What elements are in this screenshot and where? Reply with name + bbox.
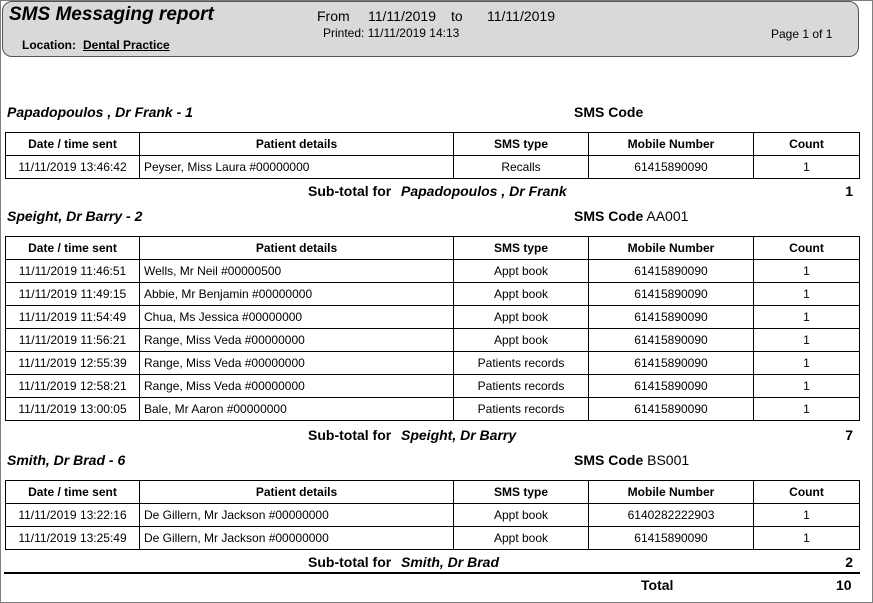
table-row	[6, 375, 860, 398]
cell-count: 1	[754, 329, 860, 352]
cell-count: 1	[754, 283, 860, 306]
sms-code-label: SMS Code	[574, 452, 644, 468]
col-type-header: SMS type	[454, 481, 589, 504]
cell-mobile: 61415890090	[589, 306, 754, 329]
doctor-heading: Speight, Dr Barry - 2	[7, 208, 143, 224]
sms-code-label: SMS Code	[574, 208, 644, 224]
table-row	[6, 306, 860, 329]
page-indicator: Page 1 of 1	[771, 27, 833, 41]
cell-type: Appt book	[454, 504, 589, 527]
cell-count: 1	[754, 260, 860, 283]
table-header-row	[6, 481, 860, 504]
cell-mobile: 61415890090	[589, 260, 754, 283]
cell-count: 1	[754, 306, 860, 329]
location-value: Dental Practice	[83, 38, 170, 52]
cell-patient: De Gillern, Mr Jackson #00000000	[140, 504, 454, 527]
sms-code	[574, 452, 689, 468]
to-date: 11/11/2019	[487, 8, 555, 24]
col-count-header: Count	[754, 133, 860, 156]
sms-table	[5, 236, 860, 421]
cell-type: Patients records	[454, 352, 589, 375]
subtotal-row	[0, 183, 873, 203]
report-header	[2, 1, 859, 57]
cell-type: Appt book	[454, 527, 589, 550]
cell-mobile: 61415890090	[589, 527, 754, 550]
col-count-header: Count	[754, 481, 860, 504]
subtotal-label: Sub-total for	[308, 427, 392, 443]
cell-patient: Range, Miss Veda #00000000	[140, 375, 454, 398]
cell-mobile: 61415890090	[589, 156, 754, 179]
sms-code-value: AA001	[646, 208, 689, 224]
cell-patient: Range, Miss Veda #00000000	[140, 329, 454, 352]
cell-mobile: 61415890090	[589, 398, 754, 421]
cell-patient: Chua, Ms Jessica #00000000	[140, 306, 454, 329]
col-date-header: Date / time sent	[6, 133, 140, 156]
table-row	[6, 260, 860, 283]
from-date: 11/11/2019	[368, 8, 436, 24]
col-patient-header: Patient details	[140, 237, 454, 260]
cell-mobile: 61415890090	[589, 283, 754, 306]
cell-type: Patients records	[454, 375, 589, 398]
cell-date: 11/11/2019 13:25:49	[6, 527, 140, 550]
sms-code-label: SMS Code	[574, 104, 644, 120]
cell-count: 1	[754, 375, 860, 398]
col-patient-header: Patient details	[140, 481, 454, 504]
cell-count: 1	[754, 398, 860, 421]
sms-table	[5, 132, 860, 179]
cell-patient: Bale, Mr Aaron #00000000	[140, 398, 454, 421]
subtotal-label: Sub-total for	[308, 183, 392, 199]
total-value: 10	[836, 577, 852, 593]
subtotal-row	[0, 427, 873, 447]
total-label: Total	[641, 577, 674, 593]
subtotal-count: 7	[845, 427, 853, 443]
subtotal-doctor: Papadopoulos , Dr Frank	[401, 183, 567, 199]
cell-type: Patients records	[454, 398, 589, 421]
table-row	[6, 398, 860, 421]
cell-date: 11/11/2019 13:22:16	[6, 504, 140, 527]
col-count-header: Count	[754, 237, 860, 260]
cell-count: 1	[754, 504, 860, 527]
subtotal-doctor: Smith, Dr Brad	[401, 554, 500, 570]
cell-patient: Peyser, Miss Laura #00000000	[140, 156, 454, 179]
col-mobile-header: Mobile Number	[589, 481, 754, 504]
cell-date: 11/11/2019 11:56:21	[6, 329, 140, 352]
col-patient-header: Patient details	[140, 133, 454, 156]
cell-date: 11/11/2019 11:54:49	[6, 306, 140, 329]
col-date-header: Date / time sent	[6, 237, 140, 260]
sms-code	[574, 208, 688, 224]
subtotal-count: 1	[845, 183, 853, 199]
cell-patient: Range, Miss Veda #00000000	[140, 352, 454, 375]
table-row	[6, 527, 860, 550]
to-label: to	[451, 8, 463, 24]
cell-date: 11/11/2019 11:46:51	[6, 260, 140, 283]
sms-code-value: BS001	[647, 452, 690, 468]
col-date-header: Date / time sent	[6, 481, 140, 504]
cell-type: Appt book	[454, 283, 589, 306]
location-label: Location:	[22, 38, 76, 52]
cell-date: 11/11/2019 13:46:42	[6, 156, 140, 179]
sms-table	[5, 480, 860, 550]
cell-type: Appt book	[454, 329, 589, 352]
cell-mobile: 6140282222903	[589, 504, 754, 527]
table-row	[6, 329, 860, 352]
cell-type: Recalls	[454, 156, 589, 179]
cell-date: 11/11/2019 12:55:39	[6, 352, 140, 375]
col-mobile-header: Mobile Number	[589, 133, 754, 156]
col-type-header: SMS type	[454, 237, 589, 260]
cell-type: Appt book	[454, 260, 589, 283]
cell-patient: Abbie, Mr Benjamin #00000000	[140, 283, 454, 306]
cell-mobile: 61415890090	[589, 352, 754, 375]
col-mobile-header: Mobile Number	[589, 237, 754, 260]
table-header-row	[6, 237, 860, 260]
subtotal-row	[0, 554, 873, 574]
cell-type: Appt book	[454, 306, 589, 329]
from-label: From	[317, 8, 350, 24]
cell-count: 1	[754, 156, 860, 179]
cell-mobile: 61415890090	[589, 329, 754, 352]
printed-timestamp: Printed: 11/11/2019 14:13	[323, 26, 460, 40]
cell-patient: Wells, Mr Neil #00000500	[140, 260, 454, 283]
table-row	[6, 504, 860, 527]
cell-mobile: 61415890090	[589, 375, 754, 398]
subtotal-doctor: Speight, Dr Barry	[401, 427, 517, 443]
doctor-heading: Papadopoulos , Dr Frank - 1	[7, 104, 193, 120]
doctor-heading: Smith, Dr Brad - 6	[7, 452, 126, 468]
col-type-header: SMS type	[454, 133, 589, 156]
table-row	[6, 352, 860, 375]
table-row	[6, 283, 860, 306]
report-title: SMS Messaging report	[9, 4, 214, 25]
cell-date: 11/11/2019 13:00:05	[6, 398, 140, 421]
cell-date: 11/11/2019 12:58:21	[6, 375, 140, 398]
cell-date: 11/11/2019 11:49:15	[6, 283, 140, 306]
cell-count: 1	[754, 352, 860, 375]
cell-patient: De Gillern, Mr Jackson #00000000	[140, 527, 454, 550]
subtotal-label: Sub-total for	[308, 554, 392, 570]
table-header-row	[6, 133, 860, 156]
cell-count: 1	[754, 527, 860, 550]
sms-code	[574, 104, 643, 120]
subtotal-count: 2	[845, 554, 853, 570]
table-row	[6, 156, 860, 179]
total-divider	[4, 572, 860, 574]
